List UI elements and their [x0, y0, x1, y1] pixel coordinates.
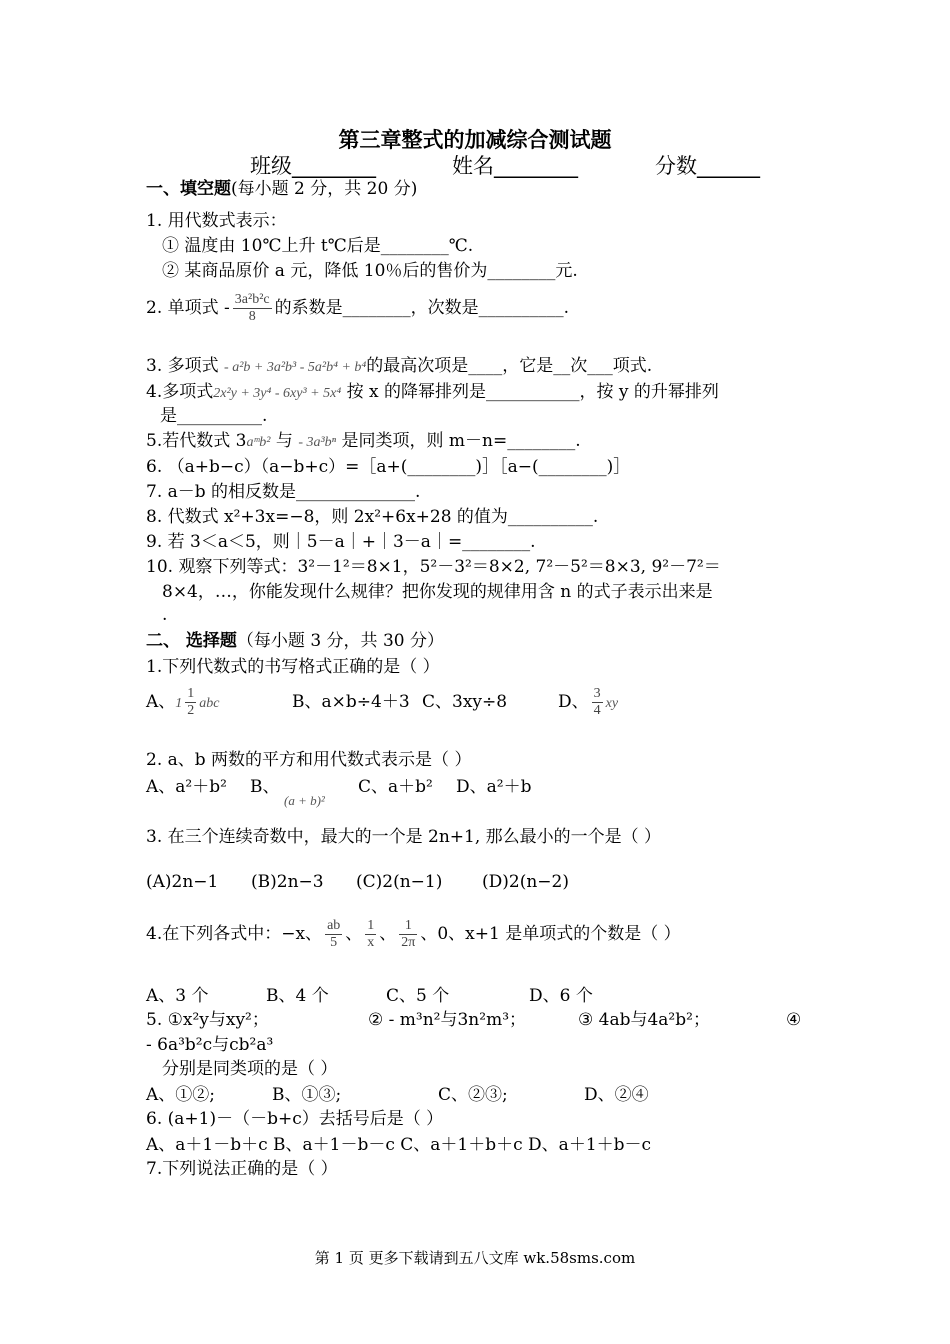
c5-o4b: - 6a³b²c与cb²a³	[146, 1035, 274, 1055]
c4-post: 、0、x+1 是单项式的个数是（ ）	[420, 924, 681, 944]
q6: 6. （a+b−c）（a−b+c）=［a+(________)］［a−(________)］	[146, 457, 631, 477]
c4-f3-num: 1	[399, 918, 417, 935]
c1-stem: 1.下列代数式的书写格式正确的是（ ）	[146, 657, 440, 677]
q1-stem: 1. 用代数式表示：	[146, 211, 287, 231]
q5-e1: aᵐb²	[246, 435, 271, 450]
c2-d: D、a²＋b	[456, 777, 532, 797]
c2-c: C、a＋b²	[358, 777, 433, 797]
c3-options	[146, 871, 806, 893]
q10-line1: 10. 观察下列等式：3²－1²＝8×1，5²－3²＝8×2, 7²－5²＝8×3, 9²－7²＝	[146, 557, 721, 577]
q2	[146, 290, 569, 326]
q5-mid: 与	[275, 431, 293, 451]
c4-f3	[399, 918, 417, 951]
c1-c: C、3xy÷8	[422, 692, 508, 712]
c4-f3-den: 2π	[401, 935, 416, 950]
c2-b-label: B、	[250, 777, 280, 797]
q4-expr: 2x²y + 3y⁴ - 6xy³ + 5x⁴	[213, 386, 342, 401]
c4-sep2: 、	[379, 924, 397, 944]
q9: 9. 若 3＜a＜5，则｜5－a｜+｜3－a｜=________.	[146, 532, 536, 552]
c5-o1: 5. ①x²y与xy²；	[146, 1010, 269, 1030]
q3-expr: - a²b + 3a²b³ - 5a²b⁴ + b⁴	[224, 360, 367, 375]
q1-part-a: ① 温度由 10℃上升 t℃后是________℃.	[162, 236, 474, 256]
c1-a-fraction	[185, 686, 196, 719]
c1-b: B、a×b÷4＋3	[292, 692, 410, 712]
page-footer: 第 1 页 更多下载请到五八文库 wk.58sms.com	[314, 1249, 636, 1267]
c1-a-label: A、	[146, 692, 176, 712]
c4-f2	[365, 918, 376, 951]
q5-pre: 5.若代数式 3	[146, 431, 247, 451]
c7-stem: 7.下列说法正确的是（ ）	[146, 1159, 338, 1179]
c6-options: A、a＋1－b＋c B、a＋1－b－c C、a＋1＋b＋c D、a＋1＋b－c	[146, 1135, 652, 1155]
c4-pre: 4.在下列各式中：−x、	[146, 924, 323, 944]
q4-pre: 4.多项式	[146, 382, 214, 402]
q1-part-b: ② 某商品原价 a 元，降低 10％后的售价为________元.	[162, 261, 578, 281]
q2-post: 的系数是________，次数是__________.	[274, 298, 570, 318]
c4-d: D、6 个	[529, 986, 593, 1006]
q4	[146, 381, 719, 405]
c4-c: C、5 个	[386, 986, 450, 1006]
q10-line2: 8×4，…，你能发现什么规律？把你发现的规律用含 n 的式子表示出来是	[162, 582, 713, 602]
c4-a: A、3 个	[146, 986, 209, 1006]
c5-o4: ④	[786, 1010, 802, 1030]
c4-f2-den: x	[367, 935, 375, 950]
c5-stem: 分别是同类项的是（ ）	[162, 1059, 338, 1079]
c5-d: D、②④	[584, 1085, 649, 1105]
c4-stem	[146, 914, 681, 954]
name-field: 姓名________	[452, 154, 578, 178]
c5-answers	[146, 1084, 806, 1106]
class-field: 班级________	[250, 154, 376, 178]
section-1-heading	[146, 178, 417, 200]
c1-options	[146, 684, 806, 722]
q4-post: 按 x 的降幂排列是___________，按 y 的升幂排列	[346, 382, 719, 402]
c5-options-line	[146, 1009, 810, 1031]
q4-cont: 是__________.	[160, 406, 268, 426]
c3-a: (A)2n−1	[146, 872, 219, 892]
score-field: 分数______	[655, 154, 760, 178]
q7: 7. a－b 的相反数是______________.	[146, 482, 421, 502]
c1-a-den: 2	[187, 703, 195, 718]
c4-f2-num: 1	[367, 918, 375, 933]
q3	[146, 355, 652, 379]
c6-stem: 6. (a+1)－（－b+c）去括号后是（ ）	[146, 1109, 444, 1129]
c5-o2: ② - m³n²与3n²m³；	[368, 1010, 527, 1030]
c4-b: B、4 个	[266, 986, 329, 1006]
q3-post: 的最高次项是____，它是__次___项式.	[366, 356, 653, 376]
c5-c: C、②③;	[438, 1085, 508, 1105]
c4-f1	[325, 918, 342, 951]
c2-options	[146, 776, 806, 808]
c1-d	[558, 684, 618, 722]
c5-o3: ③ 4ab与4a²b²；	[578, 1010, 710, 1030]
c2-a: A、a²＋b²	[146, 777, 227, 797]
page-title: 第三章整式的加减综合测试题	[338, 128, 612, 152]
c1-d-label: D、	[558, 692, 589, 712]
section-2-note: （每小题 3 分，共 30 分）	[236, 631, 444, 651]
section-2-heading	[146, 630, 444, 652]
c1-d-den: 4	[593, 703, 601, 718]
section-1-note: (每小题 2 分，共 20 分)	[231, 179, 418, 199]
c3-b: (B)2n−3	[251, 872, 324, 892]
c1-d-num: 3	[593, 686, 601, 701]
q2-num: 3a²b²c	[234, 292, 270, 307]
c4-sep1: 、	[345, 924, 363, 944]
c4-options	[146, 985, 806, 1007]
c3-d: (D)2(n−2)	[482, 872, 569, 892]
c5-a: A、①②;	[146, 1085, 216, 1105]
q2-den: 8	[248, 309, 256, 324]
section-2-title: 二、 选择题	[146, 631, 237, 651]
c2-b-expr: (a + b)²	[284, 793, 325, 808]
section-1-title: 一、填空题	[146, 179, 231, 199]
q10-line3: .	[162, 605, 168, 625]
c4-f1-den: 5	[330, 935, 338, 950]
q5	[146, 430, 581, 454]
c1-a-post: abc	[199, 696, 220, 711]
q3-pre: 3. 多项式	[146, 356, 219, 376]
c5-b: B、①③;	[272, 1085, 342, 1105]
c1-a-whole: 1	[175, 696, 183, 711]
q5-post: 是同类项，则 m－n=________.	[341, 431, 581, 451]
c1-a-num: 1	[187, 686, 195, 701]
c3-stem: 3. 在三个连续奇数中，最大的一个是 2n+1, 那么最小的一个是（ ）	[146, 827, 662, 847]
c3-c: (C)2(n−1)	[356, 872, 443, 892]
q8: 8. 代数式 x²+3x=−8，则 2x²+6x+28 的值为__________.	[146, 507, 599, 527]
c1-d-post: xy	[605, 696, 619, 711]
c4-f1-num: ab	[327, 918, 341, 933]
q5-e2: - 3a³bⁿ	[298, 435, 337, 450]
c2-stem: 2. a、b 两数的平方和用代数式表示是（ ）	[146, 750, 472, 770]
c1-d-fraction	[592, 686, 603, 719]
q2-pre: 2. 单项式 -	[146, 298, 230, 318]
q2-fraction	[233, 292, 272, 325]
